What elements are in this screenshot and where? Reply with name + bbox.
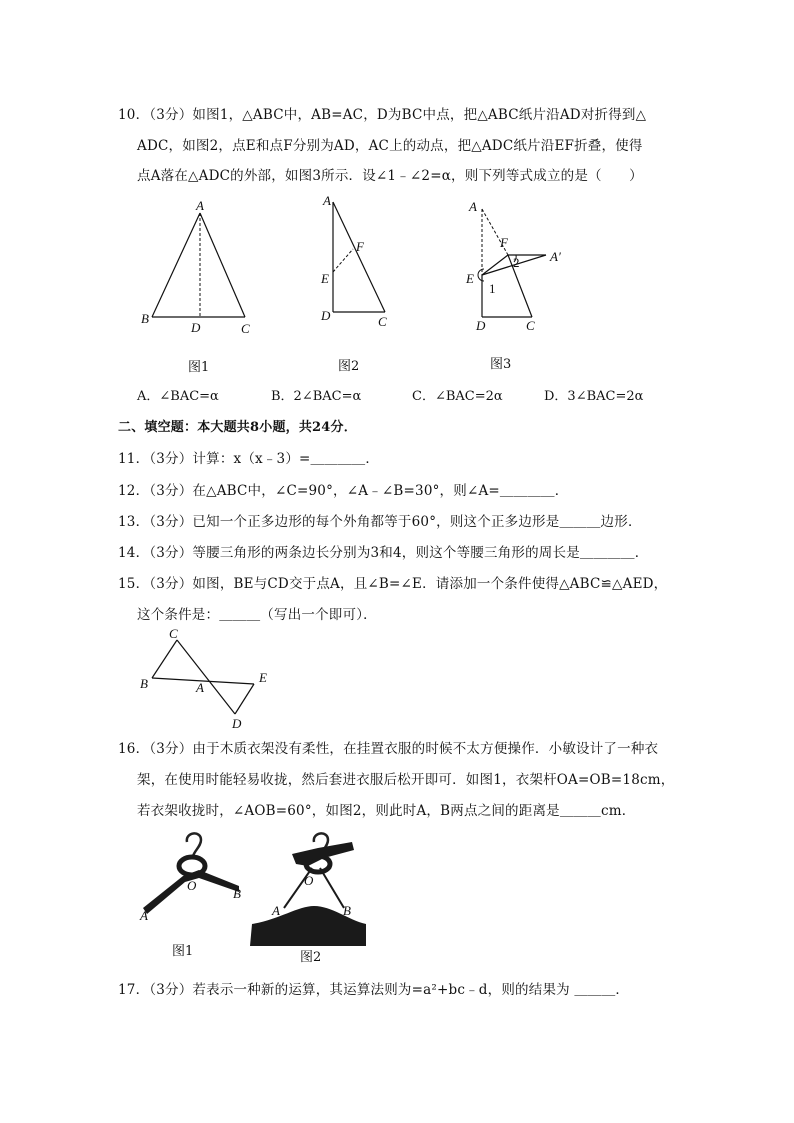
fig1-label-B: B bbox=[141, 311, 149, 326]
fig3-label-E: E bbox=[466, 271, 474, 286]
fig3-label-F: F bbox=[500, 235, 508, 250]
q15-line2: 这个条件是：＿＿＿（写出一个即可）． bbox=[137, 607, 377, 623]
q10-option-a: A．∠BAC=α bbox=[137, 389, 219, 404]
q16-fig1-caption: 图1 bbox=[172, 944, 194, 959]
q13-text: 13．（3分）已知一个正多边形的每个外角都等于60°，则这个正多边形是＿＿＿边形． bbox=[118, 514, 642, 530]
q15-label-A: A bbox=[196, 680, 204, 695]
q10-fig2-caption: 图2 bbox=[338, 359, 360, 374]
q10-option-d: D．3∠BAC=2α bbox=[544, 389, 644, 404]
fig3-label-1: 1 bbox=[489, 281, 496, 296]
q10-line3: 点A落在△ADC的外部，如图3所示．设∠1﹣∠2=α，则下列等式成立的是（ ） bbox=[137, 168, 643, 184]
fig3-label-D: D bbox=[476, 318, 486, 333]
fig2-label-F: F bbox=[356, 239, 364, 254]
q11-text: 11．（3分）计算：x（x﹣3）=＿＿＿＿． bbox=[118, 451, 380, 467]
hanger2-label-A: A bbox=[272, 903, 280, 918]
q10-fig3-caption: 图3 bbox=[490, 357, 512, 372]
fig2-label-D: D bbox=[321, 308, 331, 323]
q15-figure bbox=[132, 622, 282, 734]
q14-text: 14．（3分）等腰三角形的两条边长分别为3和4，则这个等腰三角形的周长是＿＿＿＿． bbox=[118, 545, 649, 561]
q10-figure2 bbox=[315, 192, 395, 337]
q16-line2: 架，在使用时能轻易收拢，然后套进衣服后松开即可．如图1，衣架杆OA=OB=18cm， bbox=[137, 772, 675, 788]
q15-label-E: E bbox=[259, 670, 267, 685]
fig2-label-C: C bbox=[378, 314, 387, 329]
q10-option-b: B．2∠BAC=α bbox=[271, 389, 362, 404]
q10-figure3 bbox=[460, 195, 580, 340]
q16-figure2-hanger bbox=[248, 828, 368, 950]
q10-line2: ADC，如图2，点E和点F分别为AD，AC上的动点，把△ADC纸片沿EF折叠，使得 bbox=[137, 138, 643, 154]
fig3-label-2: 2 bbox=[513, 255, 520, 270]
q10-figure1 bbox=[130, 195, 260, 340]
fig3-label-A: A bbox=[469, 199, 477, 214]
hanger1-label-O: O bbox=[187, 878, 197, 893]
q17-text: 17．（3分）若表示一种新的运算，其运算法则为=a²+bc﹣d，则的结果为 ＿＿＿． bbox=[118, 982, 630, 998]
fig1-label-C: C bbox=[241, 321, 250, 336]
q15-label-D: D bbox=[232, 716, 242, 731]
fig3-label-A-prime: A′ bbox=[550, 249, 561, 264]
q16-line1: 16．（3分）由于木质衣架没有柔性，在挂置衣服的时候不太方便操作．小敏设计了一种衣 bbox=[118, 741, 659, 757]
fig2-label-E: E bbox=[321, 271, 329, 286]
q15-line1: 15．（3分）如图，BE与CD交于点A，且∠B=∠E．请添加一个条件使得△ABC≌△AED， bbox=[118, 576, 668, 592]
q16-fig2-caption: 图2 bbox=[300, 950, 322, 965]
hanger1-label-B: B bbox=[233, 886, 241, 901]
q10-option-c: C．∠BAC=2α bbox=[412, 389, 503, 404]
hanger1-label-A: A bbox=[140, 908, 148, 923]
q12-text: 12．（3分）在△ABC中，∠C=90°，∠A﹣∠B=30°，则∠A=＿＿＿＿． bbox=[118, 483, 569, 499]
fig3-label-C: C bbox=[526, 318, 535, 333]
q15-label-B: B bbox=[140, 676, 148, 691]
q15-label-C: C bbox=[169, 626, 178, 641]
q10-fig1-caption: 图1 bbox=[188, 360, 210, 375]
fig1-label-D: D bbox=[191, 320, 201, 335]
section2-heading: 二、填空题：本大题共8小题，共24分． bbox=[118, 420, 357, 435]
q10-line1: 10．（3分）如图1，△ABC中，AB=AC，D为BC中点，把△ABC纸片沿AD对折得到△ bbox=[118, 107, 647, 123]
hanger2-label-O: O bbox=[304, 873, 314, 888]
q16-figure1-hanger bbox=[135, 828, 255, 928]
fig1-label-A: A bbox=[196, 198, 204, 213]
q16-line3: 若衣架收拢时，∠AOB=60°，如图2，则此时A，B两点之间的距离是＿＿＿cm． bbox=[137, 803, 636, 819]
hanger2-label-B: B bbox=[343, 903, 351, 918]
fig2-label-A: A bbox=[323, 193, 331, 208]
